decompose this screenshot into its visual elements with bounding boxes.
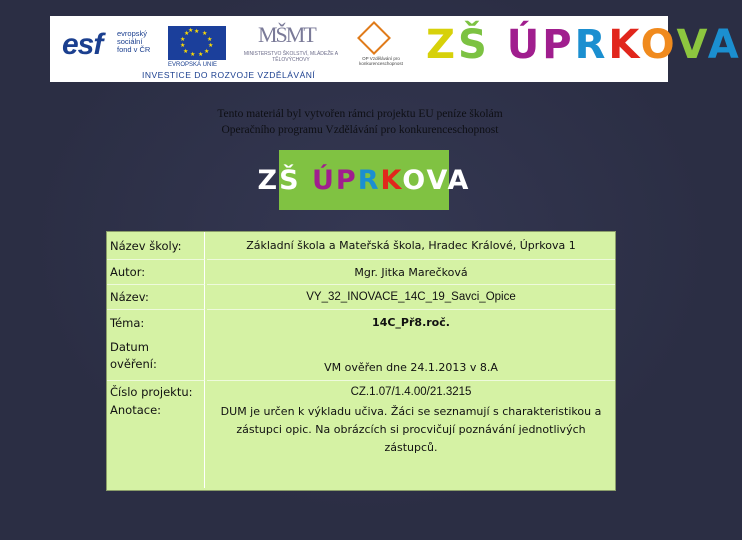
label-project-number: Číslo projektu:	[107, 381, 205, 403]
esf-mark: esf	[62, 28, 103, 61]
logo-letter: R	[574, 22, 609, 68]
esf-logo	[60, 22, 160, 76]
value-school-name: Základní škola a Mateřská škola, Hradec Králové, Úprkova 1	[207, 232, 615, 260]
info-table	[106, 231, 616, 491]
eu-flag-icon: ★ ★ ★ ★ ★ ★ ★ ★ ★ ★ ★ ★	[168, 26, 226, 60]
school-logo-text	[258, 165, 471, 196]
esf-text-line: sociální	[117, 37, 143, 46]
esf-text	[117, 30, 150, 54]
op-diamond-icon	[357, 21, 391, 55]
logo-letter: O	[402, 164, 427, 196]
logo-letter: K	[608, 22, 641, 68]
op-logo	[346, 26, 408, 72]
logo-letter: Z	[257, 164, 280, 196]
logo-letter: Ú	[311, 164, 336, 196]
intro-text	[0, 106, 720, 138]
logo-letter: R	[357, 164, 381, 196]
label-school-name: Název školy:	[107, 232, 205, 260]
logo-letter: Š	[279, 164, 301, 196]
school-logo-large	[426, 22, 742, 68]
logo-letter: Z	[426, 22, 459, 68]
logo-letter: Š	[458, 22, 490, 68]
label-line: Datum	[110, 340, 149, 354]
esf-text-line: evropský	[117, 29, 148, 38]
label-verification-date	[107, 335, 205, 381]
label-author: Autor:	[107, 260, 205, 285]
logo-letter: P	[542, 22, 575, 68]
school-logo-box	[257, 150, 471, 210]
value-project-number: CZ.1.07/1.4.00/21.3215	[350, 386, 472, 398]
value-annotation: DUM je určen k výkladu učiva. Žáci se seznamují s charakteristikou a zástupci opic. Na obrázcích si procvičují poznávání jednotlivých zástupců.	[220, 405, 602, 454]
value-topic: 14C_Př8.roč.	[372, 316, 450, 329]
label-topic: Téma:	[107, 310, 205, 335]
msmt-mark: MŠMT	[258, 22, 315, 47]
logo-letter: Ú	[506, 22, 543, 68]
value-author: Mgr. Jitka Marečková	[207, 260, 615, 285]
esf-text-line: fond v ČR	[117, 45, 151, 54]
label-line: ověření:	[110, 357, 157, 371]
logo-letter: O	[640, 22, 677, 68]
msmt-logo	[236, 22, 339, 68]
eu-text: EVROPSKÁ UNIE	[168, 62, 218, 68]
logo-letter: V	[676, 22, 708, 68]
logo-letter: A	[447, 164, 471, 196]
logo-letter: P	[335, 164, 358, 196]
invest-text: INVESTICE DO ROZVOJE VZDĚLÁVÁNÍ	[142, 70, 316, 80]
logo-letter: K	[380, 164, 403, 196]
intro-line-1: Tento materiál byl vytvořen rámci projektu EU peníze školám	[217, 108, 503, 120]
msmt-text: MINISTERSTVO ŠKOLSTVÍ, MLÁDEŽE A TĚLOVÝCHOVY	[243, 51, 339, 63]
project-banner	[50, 16, 742, 82]
logo-letter: V	[426, 164, 448, 196]
value-verification-date: VM ověřen dne 24.1.2013 v 8.A	[207, 335, 615, 381]
label-annotation: Anotace:	[107, 403, 205, 488]
label-title: Název:	[107, 285, 205, 310]
logo-letter: A	[707, 22, 742, 68]
intro-line-2: Operačního programu Vzdělávání pro konkurenceschopnost	[221, 124, 499, 136]
op-text: OP Vzdělávání pro konkurenceschopnost	[359, 56, 403, 66]
value-title: VY_32_INOVACE_14C_19_Savci_Opice	[207, 285, 615, 310]
